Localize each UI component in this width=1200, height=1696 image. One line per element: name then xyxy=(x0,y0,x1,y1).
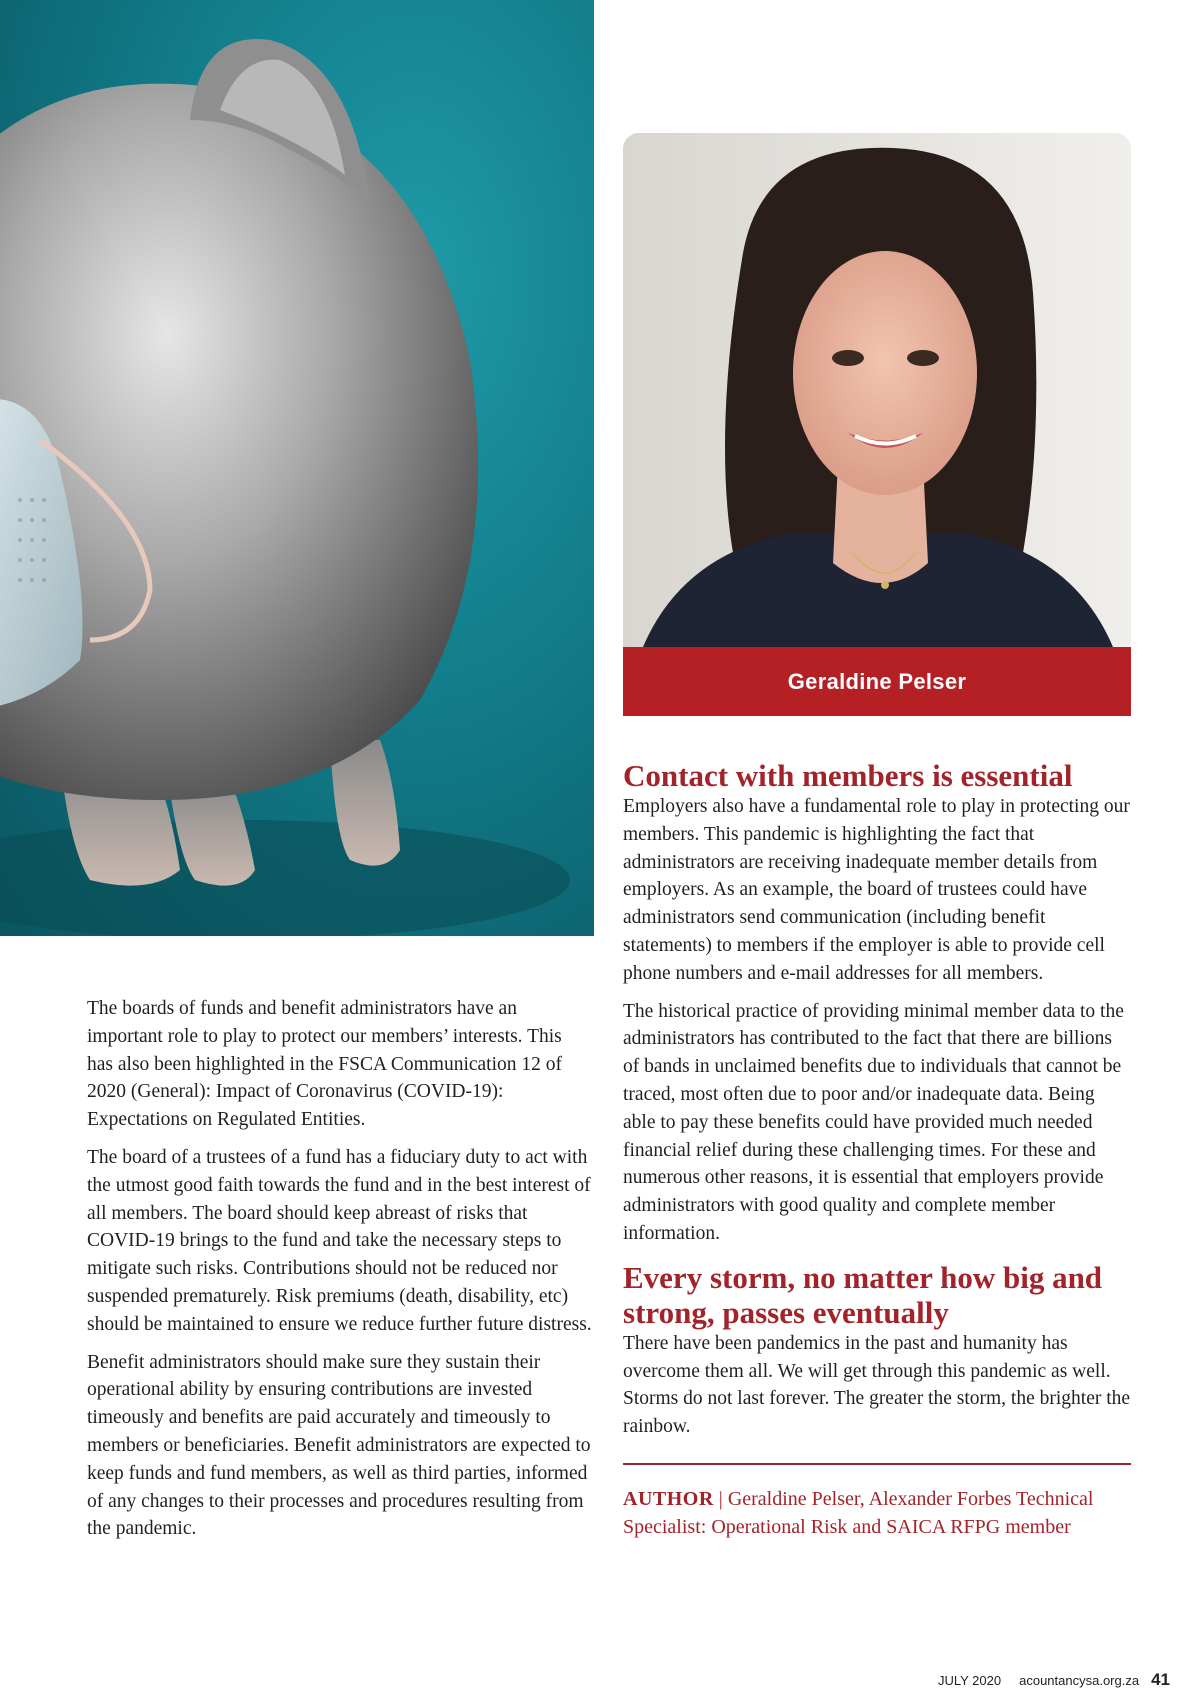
page-footer xyxy=(938,1670,1170,1690)
portrait-caption: Geraldine Pelser xyxy=(623,647,1131,716)
page-number: 41 xyxy=(1151,1670,1170,1689)
author-separator: | xyxy=(718,1487,723,1510)
body-paragraph: Benefit administrators should make sure they sustain their operational ability by ensuring contributions are invested timeously and benefits are paid accurately and timeously to members or beneficiaries. Benefit administrators are expected to keep funds and fund members, as well as third parties, informed of any changes to their processes and procedures resulting from the pandemic. xyxy=(87,1351,591,1540)
author-credit xyxy=(623,1485,1131,1541)
author-label: AUTHOR xyxy=(623,1487,714,1510)
website: acountancysa.org.za xyxy=(1019,1673,1140,1688)
divider xyxy=(623,1463,1131,1465)
piggy-bank-photo xyxy=(0,0,594,936)
body-paragraph: The boards of funds and benefit administrators have an important role to play to protect our members’ interests. This has also been highlighted in the FSCA Communication 12 of 2020 (General): Impact of Coronavirus (COVID-19): Expectations on Regulated Entities. xyxy=(87,998,563,1131)
author-text: Geraldine Pelser, Alexander Forbes Technical Specialist: Operational Risk and SAICA RFPG member xyxy=(623,1487,1094,1538)
body-paragraph: The historical practice of providing minimal member data to the administrators has contributed to the fact that there are billions of bands in unclaimed benefits due to individuals that cannot be traced, most often due to poor and/or inadequate data. Being able to pay these benefits could have provided much needed financial relief during these challenging times. For these and numerous other reasons, it is essential that employers provide administrators with good quality and complete member information. xyxy=(623,1000,1124,1244)
section-heading: Contact with members is essential xyxy=(623,758,1073,793)
left-column xyxy=(87,995,592,1553)
section-heading: Every storm, no matter how big and strong, passes eventually xyxy=(623,1259,1103,1330)
body-paragraph: The board of a trustees of a fund has a fiduciary duty to act with the utmost good faith towards the fund and in the best interest of all members. The board should keep abreast of risks that COVID-19 brings to the fund and take the necessary steps to mitigate such risks. Contributions should not be reduced nor suspended prematurely. Risk premiums (death, disability, etc) should be maintained to ensure we reduce further future distress. xyxy=(87,1146,592,1335)
issue-date: JULY 2020 xyxy=(937,1673,1002,1688)
body-paragraph: There have been pandemics in the past and humanity has overcome them all. We will get through this pandemic as well. Storms do not last forever. The greater the storm, the brighter the rainbow. xyxy=(623,1332,1131,1438)
body-paragraph: Employers also have a fundamental role to play in protecting our members. This pandemic is highlighting the fact that administrators are receiving inadequate member details from employers. As an example, the board of trustees could have administrators send communication (including benefit statements) to members if the employer is able to provide cell phone numbers and e-mail addresses for all members. xyxy=(623,796,1130,984)
right-column xyxy=(623,758,1131,1541)
author-portrait-photo xyxy=(623,133,1131,647)
